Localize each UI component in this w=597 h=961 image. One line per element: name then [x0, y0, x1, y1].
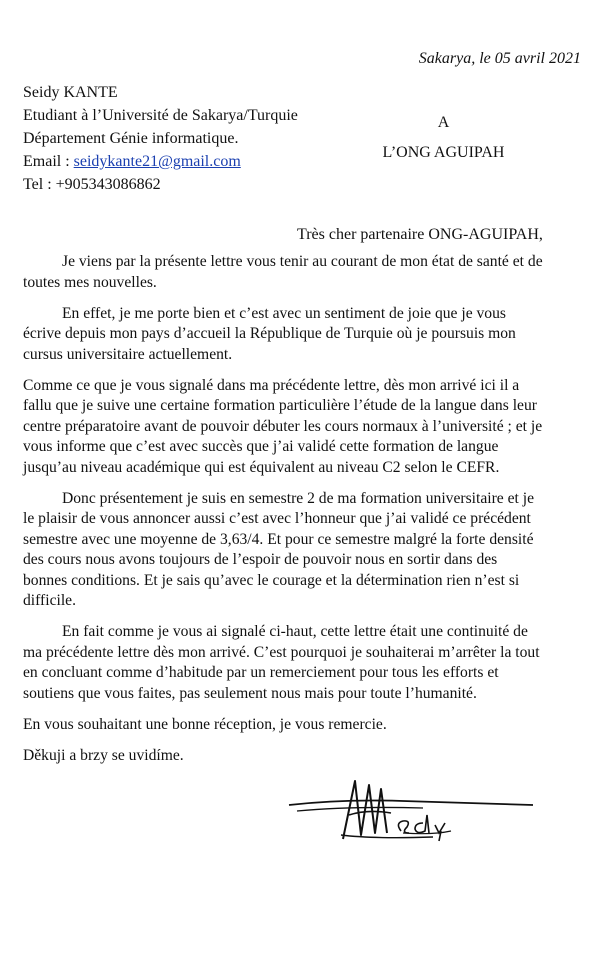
- paragraph-semester: Donc présentement je suis en semestre 2 de ma formation universitaire et je le plaisir de vous annoncer aussi c’est avec l’honneur que j’ai validé ce précédent semestre avec une moyenne de 3,63/4. Et pour ce semestre malgré la forte densité des cours nous avons toujours de l’espoir de pouvoir nous en sortir dans des bonnes conditions. Et je sais qu’avec le courage et la détermination rien n’est si difficile.: [23, 489, 534, 609]
- paragraph-language-training: Comme ce que je vous signalé dans ma précédente lettre, dès mon arrivé ici il a fallu que je suive une certaine formation particulière l’étude de la langue dans leur centre préparatoire avant de pouvoir débuter les cours normaux à l’université ; et je vous informe que c’est avec succès que j’ai validé cette formation de langue jusqu’au niveau académique qui est équivalent au niveau C2 selon le CEFR.: [23, 376, 543, 476]
- sender-department: Département Génie informatique.: [23, 130, 239, 147]
- sender-block: [23, 81, 298, 196]
- sender-name: Seidy KANTE: [23, 84, 118, 101]
- paragraph-farewell: Děkuji a brzy se uvidíme.: [23, 746, 184, 764]
- sender-email-line: [23, 150, 298, 173]
- salutation: Très cher partenaire ONG-AGUIPAH,: [297, 226, 543, 243]
- paragraph-thanks: En vous souhaitant une bonne réception, je vous remercie.: [23, 715, 387, 733]
- paragraph-intro: Je viens par la présente lettre vous tenir au courant de mon état de santé et de toutes mes nouvelles.: [23, 253, 543, 291]
- email-link[interactable]: seidykante21@gmail.com: [73, 153, 241, 170]
- sender-phone: Tel : +905343086862: [23, 176, 161, 193]
- handwritten-signature: [283, 775, 535, 845]
- recipient-block: [371, 108, 516, 168]
- letter-body: [23, 252, 545, 777]
- sender-university: Etudiant à l’Université de Sakarya/Turquie: [23, 107, 298, 124]
- paragraph-closing: En fait comme je vous ai signalé ci-haut, cette lettre était une continuité de ma précédente lettre dès mon arrivé. C’est pourquoi je souhaiterai m’arrêter la tout en concluant comme d’habitude par un remerciement pour tous les efforts et soutiens que vous faites, pas seulement nous mais pour toute l’humanité.: [23, 623, 540, 702]
- date-line: Sakarya, le 05 avril 2021: [418, 50, 581, 67]
- paragraph-health: En effet, je me porte bien et c’est avec un sentiment de joie que je vous écrive depuis mon pays d’accueil la République de Turquie où je poursuis mon cursus universitaire actuellement.: [23, 304, 516, 363]
- email-label: Email :: [23, 153, 74, 170]
- recipient-prefix: A: [437, 114, 450, 131]
- recipient-name: L’ONG AGUIPAH: [382, 144, 505, 161]
